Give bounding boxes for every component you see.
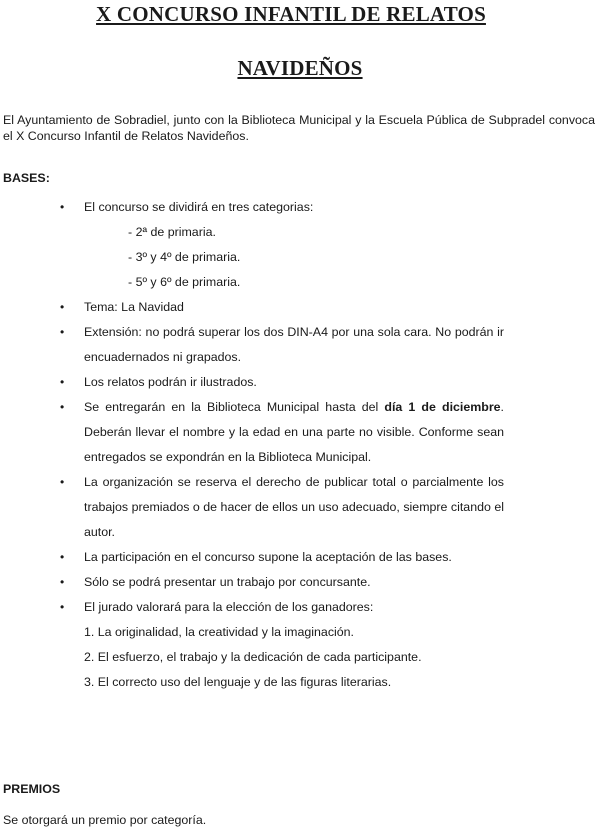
bullet-item-jurado [0,595,600,620]
deadline-date: día 1 de diciembre [384,400,501,414]
bullet-text: Tema: La Navidad [84,300,184,314]
criterion-item: 2. El esfuerzo, el trabajo y la dedicación de cada participante. [84,650,422,664]
document-title-line-1: X CONCURSO INFANTIL DE RELATOS [96,2,486,26]
bullet-text: La organización se reserva el derecho de publicar total o parcialmente los trabajos premiados o de hacer de ellos un uso adecuado, siempre citando el autor. [84,475,504,539]
intro-paragraph: El Ayuntamiento de Sobradiel, junto con la Biblioteca Municipal y la Escuela Pública de Subpradel convoca el X Concurso Infantil de Relatos Navideños. [3,113,595,143]
bullet-text: La participación en el concurso supone la aceptación de las bases. [84,550,452,564]
bullet-icon: • [60,325,65,339]
premios-text: Se otorgará un premio por categoría. [3,813,207,827]
bullet-text: El concurso se dividirá en tres categorias: [84,200,314,214]
bullet-item-extension [0,320,600,370]
bullet-item-participacion [0,545,600,570]
bullet-item-tema [0,295,600,320]
bases-list [0,195,600,695]
category-item: - 3º y 4º de primaria. [128,250,241,264]
bullet-text: Sólo se podrá presentar un trabajo por concursante. [84,575,371,589]
bullet-item-organizacion [0,470,600,545]
bullet-text: El jurado valorará para la elección de los ganadores: [84,600,374,614]
bullet-text: Los relatos podrán ir ilustrados. [84,375,257,389]
bullet-item-un-trabajo [0,570,600,595]
bullet-icon: • [60,400,65,414]
bullet-text-post: . Deberán llevar el nombre y la edad en una parte no visible. Conforme sean entregados se expondrán en la Biblioteca Municipal. [84,400,504,464]
bullet-icon: • [60,375,65,389]
category-item: - 2ª de primaria. [128,225,216,239]
bullet-icon: • [60,200,65,214]
bullet-icon: • [60,475,65,489]
bullet-icon: • [60,575,65,589]
premios-heading: PREMIOS [3,782,61,796]
bullet-icon: • [60,300,65,314]
criterion-item: 3. El correcto uso del lenguaje y de las figuras literarias. [84,675,392,689]
category-item: - 5º y 6º de primaria. [128,275,241,289]
bullet-text-pre: Se entregarán en la Biblioteca Municipal hasta del [84,400,385,414]
bullet-item-categories [0,195,600,220]
bullet-icon: • [60,550,65,564]
bullet-text: Extensión: no podrá superar los dos DIN-A4 por una sola cara. No podrán ir encuadernados ni grapados. [84,325,504,364]
bullet-item-ilustrados [0,370,600,395]
document-title-line-2: NAVIDEÑOS [237,56,363,80]
bullet-item-entrega [0,395,600,470]
criterion-item: 1. La originalidad, la creatividad y la imaginación. [84,625,354,639]
bases-heading: BASES: [3,171,50,185]
bullet-icon: • [60,600,65,614]
